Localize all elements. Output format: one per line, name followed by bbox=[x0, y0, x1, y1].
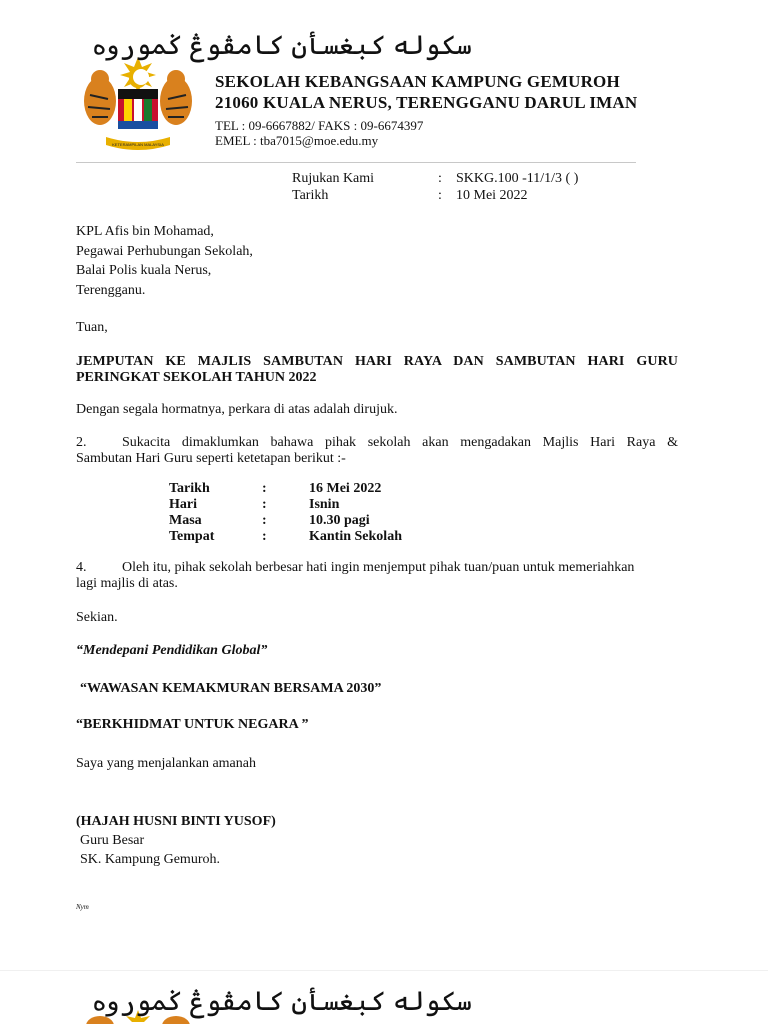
recipient-line: Balai Polis kuala Nerus, bbox=[76, 263, 212, 278]
salutation: Tuan, bbox=[76, 320, 108, 335]
detail-label: Hari bbox=[169, 497, 197, 512]
detail-label: Tempat bbox=[169, 529, 215, 544]
detail-value: 16 Mei 2022 bbox=[309, 481, 382, 496]
signoff: Saya yang menjalankan amanah bbox=[76, 756, 256, 771]
detail-label: Tarikh bbox=[169, 481, 210, 496]
subject-line: JEMPUTAN KE MAJLIS SAMBUTAN HARI RAYA DAN SAMBUTAN HARI GURU bbox=[76, 354, 678, 369]
detail-colon: : bbox=[262, 497, 267, 512]
ref-label: Rujukan Kami bbox=[292, 171, 375, 186]
school-crest bbox=[78, 55, 198, 155]
typist-initials: Nym bbox=[76, 903, 89, 911]
para4-text: Oleh itu, pihak sekolah berbesar hati ingin menjemput pihak tuan/puan untuk memeriahkan bbox=[122, 560, 635, 575]
signatory-title: Guru Besar bbox=[80, 833, 145, 848]
slogan: “BERKHIDMAT UNTUK NEGARA ” bbox=[76, 717, 309, 732]
closing: Sekian. bbox=[76, 610, 118, 625]
crest-banner-text: KETERAMPILAN MALAYSIA bbox=[112, 142, 164, 147]
slogan: “Mendepani Pendidikan Global” bbox=[76, 643, 268, 658]
header-divider bbox=[76, 162, 636, 163]
date-value: 10 Mei 2022 bbox=[456, 188, 528, 203]
ref-value: SKKG.100 -11/1/3 ( ) bbox=[456, 171, 579, 186]
detail-colon: : bbox=[262, 481, 267, 496]
recipient-line: Terengganu. bbox=[76, 283, 146, 298]
detail-value: 10.30 pagi bbox=[309, 513, 370, 528]
page-break bbox=[0, 970, 768, 971]
phone-fax: TEL : 09-6667882/ FAKS : 09-6674397 bbox=[215, 118, 424, 133]
para2-number: 2. bbox=[76, 435, 87, 450]
arabic-school-name: سكوله كبغسأن كامڤوڠ ݢمورﻭﻩ bbox=[92, 30, 472, 60]
detail-label: Masa bbox=[169, 513, 202, 528]
arabic-school-name-next-page: سكوله كبغسأن كامڤوڠ ݢمورﻭﻩ bbox=[92, 986, 472, 1016]
email-address: EMEL : tba7015@moe.edu.my bbox=[215, 133, 379, 148]
signatory-name: (HAJAH HUSNI BINTI YUSOF) bbox=[76, 814, 276, 829]
recipient-line: Pegawai Perhubungan Sekolah, bbox=[76, 244, 253, 259]
ref-colon: : bbox=[438, 171, 442, 186]
detail-colon: : bbox=[262, 529, 267, 544]
school-name: SEKOLAH KEBANGSAAN KAMPUNG GEMUROH bbox=[215, 72, 620, 91]
detail-value: Isnin bbox=[309, 497, 340, 512]
slogan: “WAWASAN KEMAKMURAN BERSAMA 2030” bbox=[80, 681, 382, 696]
date-colon: : bbox=[438, 188, 442, 203]
date-label: Tarikh bbox=[292, 188, 329, 203]
para4-text: lagi majlis di atas. bbox=[76, 576, 178, 591]
subject-line: PERINGKAT SEKOLAH TAHUN 2022 bbox=[76, 370, 317, 385]
detail-value: Kantin Sekolah bbox=[309, 529, 402, 544]
recipient-line: KPL Afis bin Mohamad, bbox=[76, 224, 214, 239]
detail-colon: : bbox=[262, 513, 267, 528]
intro-paragraph: Dengan segala hormatnya, perkara di atas adalah dirujuk. bbox=[76, 402, 398, 417]
para2-text: Sambutan Hari Guru seperti ketetapan berikut :- bbox=[76, 451, 346, 466]
signatory-school: SK. Kampung Gemuroh. bbox=[80, 852, 220, 867]
school-address: 21060 KUALA NERUS, TERENGGANU DARUL IMAN bbox=[215, 93, 638, 112]
para4-number: 4. bbox=[76, 560, 87, 575]
para2-text: Sukacita dimaklumkan bahawa pihak sekolah akan mengadakan Majlis Hari Raya & bbox=[122, 435, 678, 450]
